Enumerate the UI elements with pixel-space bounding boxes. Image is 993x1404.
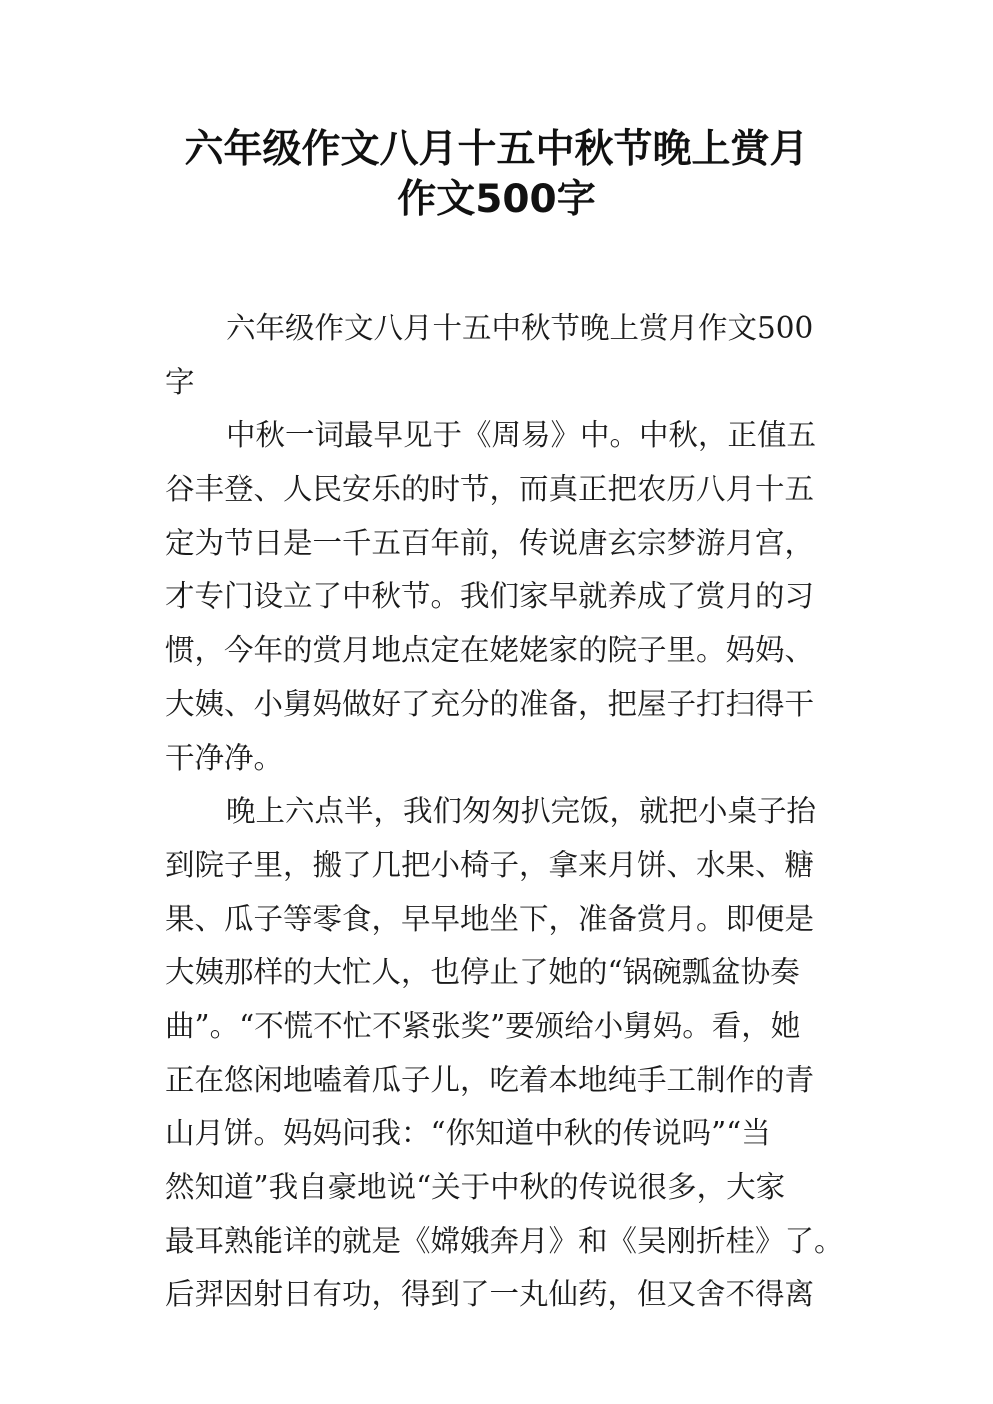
paragraph-line: 正在悠闲地嗑着瓜子儿，吃着本地纯手工制作的青 — [165, 1062, 815, 1097]
paragraph-line: 后羿因射日有功，得到了一丸仙药，但又舍不得离 — [165, 1277, 815, 1312]
paragraph-line: 惯，今年的赏月地点定在姥姥家的院子里。妈妈、 — [165, 633, 815, 668]
paragraph-line: 字 — [165, 364, 195, 399]
paragraph-line: 大姨、小舅妈做好了充分的准备，把屋子打扫得干 — [165, 686, 815, 721]
paragraph-line: 定为节日是一千五百年前，传说唐玄宗梦游月宫， — [165, 525, 815, 560]
paragraph-line: 山月饼。妈妈问我：“你知道中秋的传说吗”“当 — [165, 1116, 771, 1151]
paragraph-line: 大姨那样的大忙人，也停止了她的“锅碗瓢盆协奏 — [165, 955, 800, 990]
document-title-line-2: 作文500字 — [397, 177, 596, 222]
paragraph-line: 六年级作文八月十五中秋节晚上赏月作文500 — [226, 311, 814, 345]
paragraph-line: 然知道”我自豪地说“关于中秋的传说很多，大家 — [165, 1170, 786, 1204]
paragraph-line: 曲”。“不慌不忙不紧张奖”要颁给小舅妈。看，她 — [165, 1008, 801, 1043]
paragraph-line: 中秋一词最早见于《周易》中。中秋，正值五 — [226, 418, 817, 453]
paragraph-line: 才专门设立了中秋节。我们家早就养成了赏月的习 — [165, 579, 815, 614]
paragraph-line: 最耳熟能详的就是《嫦娥奔月》和《吴刚折桂》了。 — [165, 1223, 844, 1258]
paragraph-line: 谷丰登、人民安乐的时节，而真正把农历八月十五 — [165, 472, 815, 507]
document-title-line-1: 六年级作文八月十五中秋节晚上赏月 — [184, 127, 809, 172]
paragraph-line: 到院子里，搬了几把小椅子，拿来月饼、水果、糖 — [165, 847, 815, 882]
document-body — [165, 302, 845, 1322]
paragraph-line: 晚上六点半，我们匆匆扒完饭，就把小桌子抬 — [226, 794, 817, 829]
paragraph-line: 果、瓜子等零食，早早地坐下，准备赏月。即便是 — [165, 901, 815, 936]
paragraph-line: 干净净。 — [165, 740, 284, 775]
